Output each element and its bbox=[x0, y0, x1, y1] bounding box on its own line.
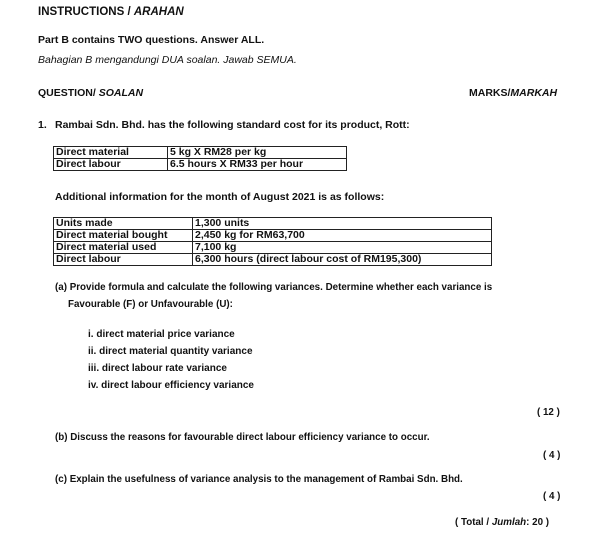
marks-label: MARKS/ bbox=[469, 87, 511, 99]
part-c-question: (c) Explain the usefulness of variance analysis to the management of Rambai Sdn. Bhd. bbox=[55, 474, 463, 485]
august-info-table bbox=[53, 217, 492, 266]
table-cell: 1,300 units bbox=[193, 218, 492, 230]
table-cell: Direct material used bbox=[54, 242, 193, 254]
table-cell: 5 kg X RM28 per kg bbox=[168, 147, 347, 159]
part-a-line1: (a) Provide formula and calculate the following variances. Determine whether each variance is bbox=[55, 282, 493, 293]
table-row bbox=[54, 230, 492, 242]
part-b-marks: ( 4 ) bbox=[543, 450, 561, 461]
question-label-malay: SOALAN bbox=[98, 87, 144, 99]
part-a-marks: ( 12 ) bbox=[537, 407, 560, 418]
table-cell: Direct labour bbox=[54, 159, 168, 171]
marks-label-malay: MARKAH bbox=[510, 87, 558, 99]
table-cell: 2,450 kg for RM63,700 bbox=[193, 230, 492, 242]
total-marks bbox=[455, 517, 549, 528]
list-item: iii. direct labour rate variance bbox=[88, 363, 227, 374]
question-label: QUESTION/ bbox=[38, 87, 99, 99]
total-prefix: ( Total / bbox=[455, 517, 492, 528]
standard-cost-table bbox=[53, 146, 347, 171]
table-row bbox=[54, 147, 347, 159]
part-a-line2: Favourable (F) or Unfavourable (U): bbox=[68, 299, 233, 310]
question-intro: Rambai Sdn. Bhd. has the following standard cost for its product, Rott: bbox=[55, 119, 410, 131]
part-b-instruction-en: Part B contains TWO questions. Answer ALL. bbox=[38, 34, 265, 46]
question-heading bbox=[38, 87, 143, 99]
list-item: iv. direct labour efficiency variance bbox=[88, 380, 254, 391]
part-b-instruction-ms: Bahagian B mengandungi DUA soalan. Jawab SEMUA. bbox=[38, 54, 297, 66]
part-a-list bbox=[88, 326, 254, 394]
table-cell: Units made bbox=[54, 218, 193, 230]
instructions-label-malay: ARAHAN bbox=[133, 6, 184, 18]
total-malay: Jumlah bbox=[491, 517, 527, 528]
table-row bbox=[54, 218, 492, 230]
question-number: 1. bbox=[38, 119, 47, 131]
additional-info: Additional information for the month of August 2021 is as follows: bbox=[55, 191, 385, 203]
table-cell: Direct material bought bbox=[54, 230, 193, 242]
part-b-question: (b) Discuss the reasons for favourable direct labour efficiency variance to occur. bbox=[55, 432, 430, 443]
table-cell: Direct material bbox=[54, 147, 168, 159]
part-c-marks: ( 4 ) bbox=[543, 491, 561, 502]
instructions-heading bbox=[38, 6, 184, 18]
table-row bbox=[54, 159, 347, 171]
total-suffix: : 20 ) bbox=[526, 517, 550, 528]
list-item: i. direct material price variance bbox=[88, 329, 235, 340]
table-row bbox=[54, 254, 492, 266]
table-cell: Direct labour bbox=[54, 254, 193, 266]
instructions-label: INSTRUCTIONS / bbox=[38, 6, 134, 18]
list-item: ii. direct material quantity variance bbox=[88, 346, 253, 357]
table-row bbox=[54, 242, 492, 254]
table-cell: 6,300 hours (direct labour cost of RM195,300) bbox=[193, 254, 492, 266]
table-cell: 6.5 hours X RM33 per hour bbox=[168, 159, 347, 171]
marks-heading bbox=[469, 87, 557, 99]
table-cell: 7,100 kg bbox=[193, 242, 492, 254]
